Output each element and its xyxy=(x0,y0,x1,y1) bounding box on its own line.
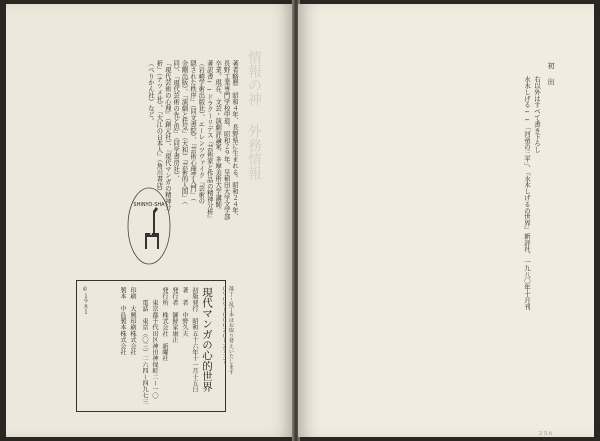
body-line: 右以外はすべて書き下ろし xyxy=(533,76,541,153)
first-publication-body xyxy=(508,76,542,310)
right-page xyxy=(298,4,594,437)
isbn-code: 落丁・乱丁本はお取り替えいたします ０９０９ー０００２０ー２７３７ xyxy=(221,286,234,375)
author-biography: 著者略歴 昭和４年、長野県に生まれる。昭和２４年、 長野工業専門学校中退。昭和２９年、早稲田大学文学部 卒業。現在、文芸・演劇評論家、多摩美術大学講師。 著訳書──ドラクーリデス『芸術家と作品の精神分析』 （岩崎学術出版社）、エーレンツヴァイク『芸術の 隠された秩序』（同文書院）、『芸術心理学入門』（ 金剛出版）、『演劇と狂気』（大和）『芸術的人間』（ 同）、『現代芸術の先と思』（同学書房社）、 『現代芸術の心理』（創元社）、『現代マンガの精神分 析』（ナツメ社）、『大江の日本人』（角川書店） （べりかん社）など。 xyxy=(146,60,238,222)
colophon-row: 製本 中島製本株式会社 xyxy=(119,287,126,356)
colophon-rows xyxy=(113,287,199,407)
colophon-row: 発行者 御鮮家康正 xyxy=(171,287,178,343)
colophon-row: 発行所 株式会社 新曜社 xyxy=(161,287,168,362)
book-title: 現代マンガの心的世界 xyxy=(201,287,213,392)
colophon-row: 東京都千代田区神田神保町二ー一〇 xyxy=(151,287,158,399)
logo-text: SHINYO-SHA xyxy=(133,202,165,208)
body-line: 水木しげる──「河童の三平」、『水木しげるの世界』新評社、一九八〇年十月刊 xyxy=(523,76,531,310)
left-page xyxy=(6,4,294,437)
colophon-row: 著 者 中野久夫 xyxy=(181,287,188,337)
colophon-row: 印刷 大興印刷株式会社 xyxy=(129,287,136,356)
first-publication-heading: 初 出 xyxy=(547,62,555,86)
page-number: ２５６ xyxy=(538,431,554,437)
copyright: ©１９８１ xyxy=(82,287,88,315)
publisher-logo xyxy=(126,186,172,266)
ghost-text-2: 外務情報 xyxy=(246,124,262,180)
colophon-row: 初版発行 昭和五十六年十一月十五日 xyxy=(191,287,198,393)
colophon-row: 電話 東京（〇三）二六四ー四九七三 xyxy=(141,287,148,405)
ghost-text-1: 情報の神 xyxy=(246,50,262,106)
colophon-box xyxy=(76,280,226,412)
